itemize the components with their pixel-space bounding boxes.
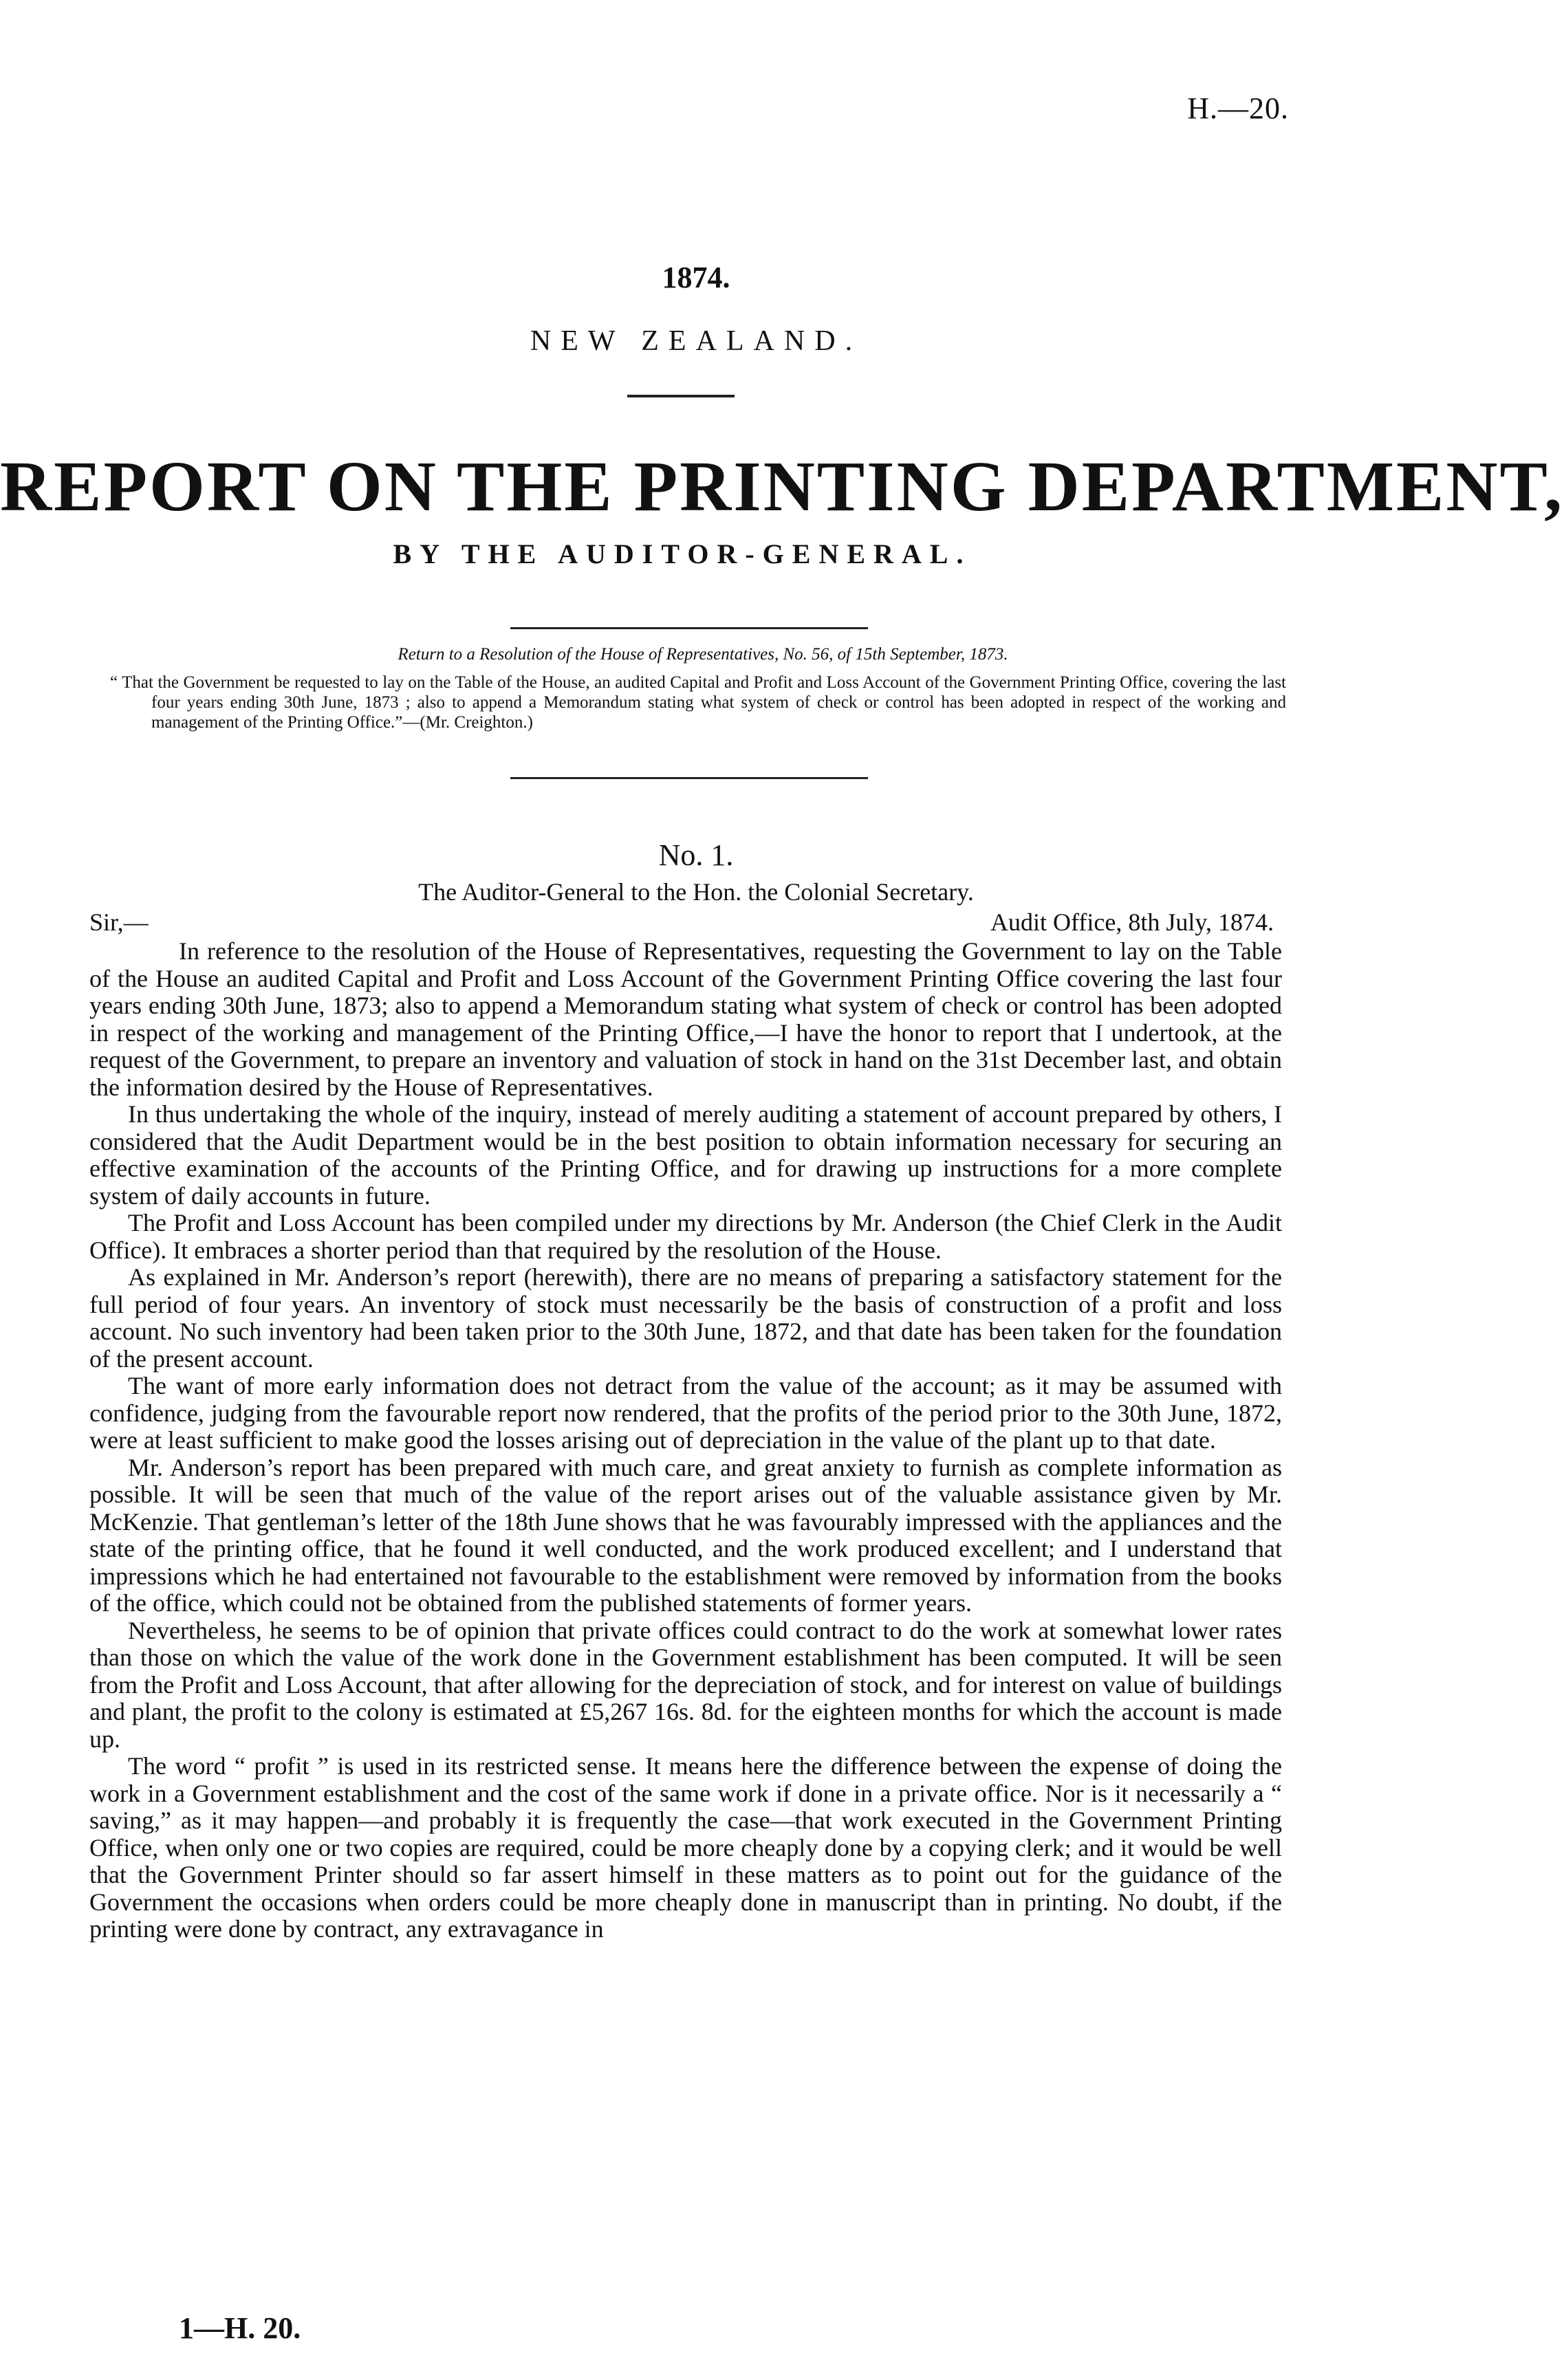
paragraph: In reference to the resolution of the House of Representatives, requesting the Government to lay on the Table of the House an audited Capital and Profit and Loss Account of the Government Printing Office covering the last four years ending 30th June, 1873; also to append a Memorandum stating what system of check or control has been adopted in respect of the working and management of the Printing Office,—I have the honor to report that I undertook, at the request of the Government, to prepare an inventory and valuation of stock in hand on the 31st December last, and obtain the information desired by the House of Representatives. — [89, 937, 1282, 1101]
paragraph: Mr. Anderson’s report has been prepared with much care, and great anxiety to furnish as complete information as possible. It will be seen that much of the value of the report arises out of the valuable assistance given by Mr. McKenzie. That gentleman’s letter of the 18th June shows that he was favourably impressed with the appliances and the state of the printing office, that he found it well conducted, and the work produced excellent; and I understand that impressions which he had entertained not favourable to the establishment were removed by information from the books of the office, which could not be obtained from the published statements of former years. — [89, 1453, 1282, 1617]
report-subtitle: BY THE AUDITOR-GENERAL. — [393, 538, 972, 569]
paragraph: The want of more early information does not detract from the value of the account; as it may be assumed with confidence, judging from the favourable report now rendered, that the profits of the period prior to the 30th June, 1872, were at least sufficient to make good the losses arising out of depreciation in the value of the plant up to that date. — [89, 1372, 1282, 1454]
divider-rule — [627, 395, 735, 397]
report-title: REPORT ON THE PRINTING DEPARTMENT, — [0, 447, 1564, 526]
footer-page-reference: 1—H. 20. — [179, 2311, 301, 2345]
country-heading: NEW ZEALAND. — [530, 325, 862, 357]
return-line: Return to a Resolution of the House of Representatives, No. 56, of 15th September, 1873. — [398, 645, 1008, 664]
divider-rule-lower — [510, 777, 868, 779]
letter-heading: The Auditor-General to the Hon. the Colonial Secretary. — [418, 878, 974, 906]
resolution-quote: “ That the Government be requested to lay on the Table of the House, an audited Capital and Profit and Loss Account of the Government Printing Office, covering the last four years ending 30th June, 1873 ; also to append a Memorandum stating what system of check or control has been adopted in respect of the working and management of the Printing Office.”—(Mr. Creighton.) — [110, 673, 1286, 732]
letter-body — [89, 938, 1282, 1943]
document-year: 1874. — [662, 261, 730, 294]
paragraph: As explained in Mr. Anderson’s report (herewith), there are no means of preparing a satisfactory statement for the full period of four years. An inventory of stock must necessarily be the basis of construction of a profit and loss account. No such inventory had been taken prior to the 30th June, 1872, and that date has been taken for the foundation of the present account. — [89, 1263, 1282, 1373]
paragraph: The Profit and Loss Account has been compiled under my directions by Mr. Anderson (the Chief Clerk in the Audit Office). It embraces a shorter period than that required by the resolution of the House. — [89, 1209, 1282, 1264]
dateline: Audit Office, 8th July, 1874. — [990, 908, 1274, 936]
paragraph: Nevertheless, he seems to be of opinion that private offices could contract to do the work at somewhat lower rates than those on which the value of the work done in the Government establishment has been computed. It will be seen from the Profit and Loss Account, that after allowing for the depreciation of stock, and for interest on value of buildings and plant, the profit to the colony is estimated at £5,267 16s. 8d. for the eighteen months for which the account is made up. — [89, 1616, 1282, 1753]
salutation: Sir,— — [89, 908, 149, 936]
divider-rule-upper — [510, 627, 868, 629]
page-reference: H.—20. — [1187, 91, 1289, 125]
paragraph: The word “ profit ” is used in its restricted sense. It means here the difference between the expense of doing the work in a Government establishment and the cost of the same work if done in a private office. Nor is it necessarily a “ saving,” as it may happen—and probably it is frequently the case—that work executed in the Government Printing Office, when only one or two copies are required, could be more cheaply done by a copying clerk; and it would be well that the Government Printer should so far assert himself in these matters as to point out for the guidance of the Government the occasions when orders could be more cheaply done in manuscript than in printing. No doubt, if the printing were done by contract, any extravagance in — [89, 1752, 1282, 1943]
paragraph: In thus undertaking the whole of the inquiry, instead of merely auditing a statement of account prepared by others, I considered that the Audit Department would be in the best position to obtain information necessary for securing an effective examination of the accounts of the Printing Office, and for drawing up instructions for a more complete system of daily accounts in future. — [89, 1100, 1282, 1210]
letter-number: No. 1. — [658, 838, 734, 872]
